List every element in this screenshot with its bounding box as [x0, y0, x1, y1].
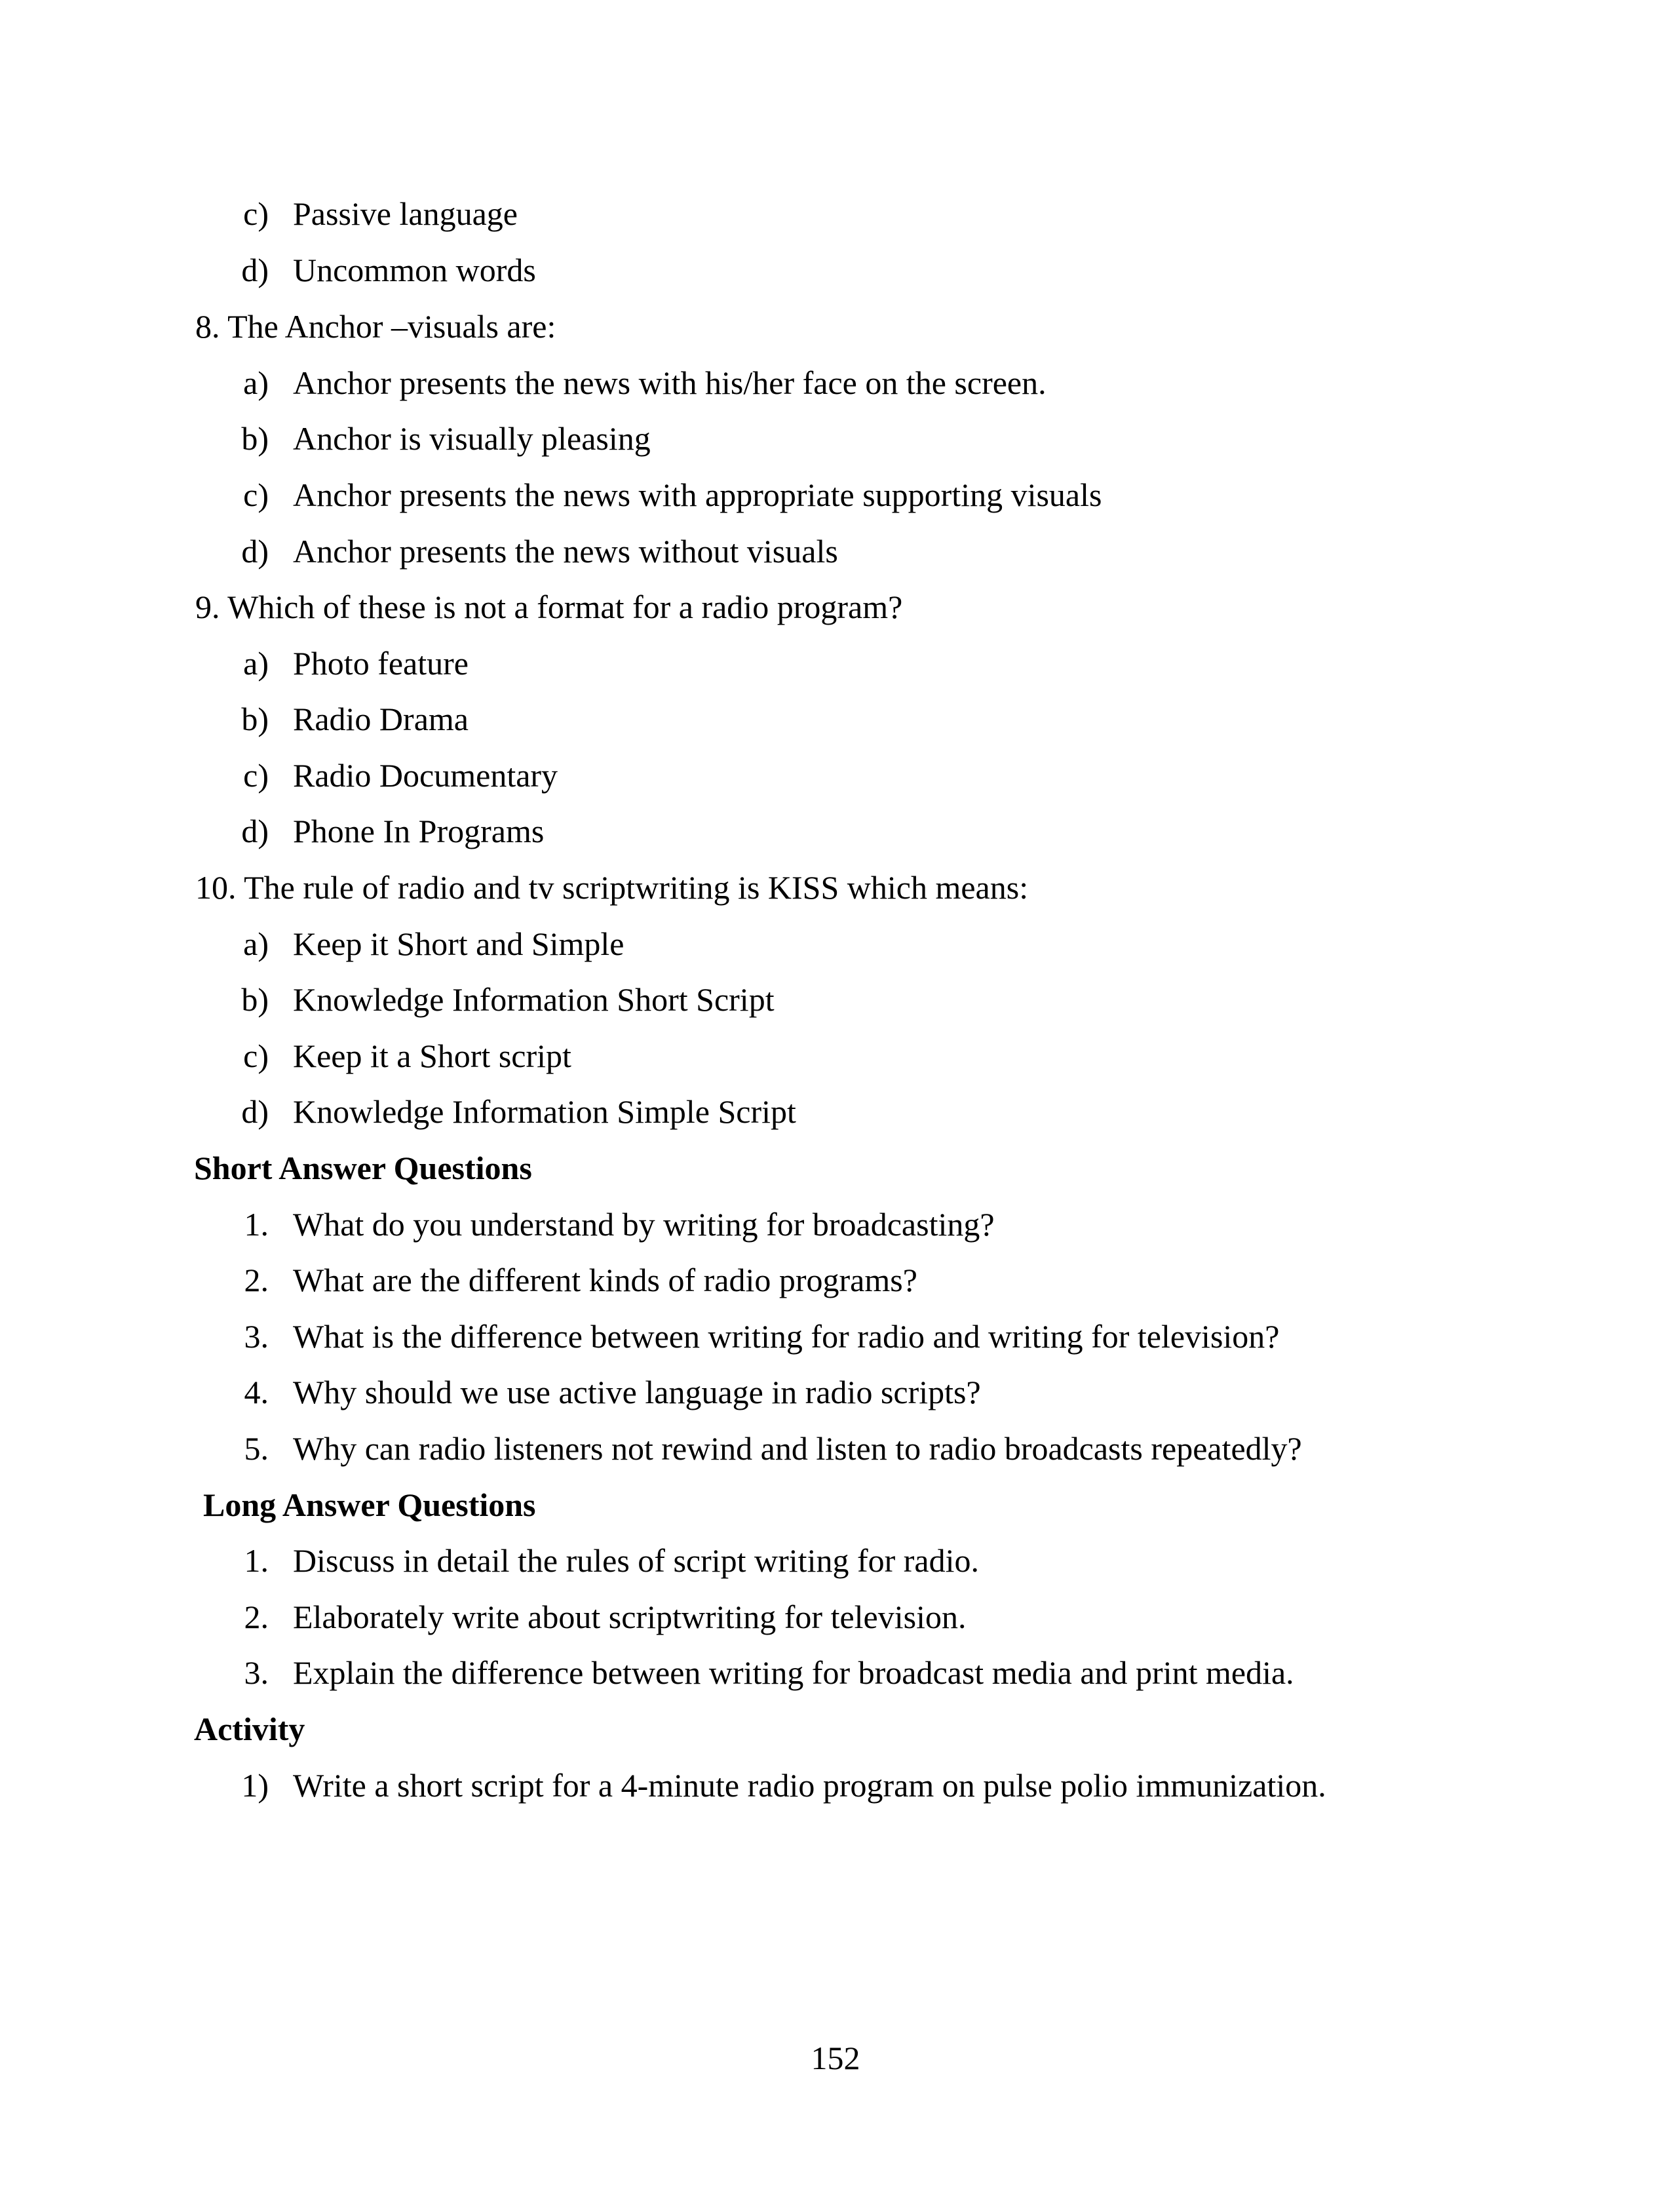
list-marker: 4. — [244, 1374, 269, 1410]
list-marker: 3. — [244, 1654, 269, 1691]
option-marker: d) — [241, 252, 269, 288]
section-heading-activity: Activity — [194, 1711, 305, 1747]
option-marker: d) — [241, 1093, 269, 1130]
short-answer-question: What do you understand by writing for broadcasting? — [293, 1206, 995, 1243]
question-10: 10. The rule of radio and tv scriptwriting is KISS which means: — [195, 869, 1029, 906]
question-9: 9. Which of these is not a format for a radio program? — [195, 589, 903, 625]
option-text: Anchor presents the news without visuals — [293, 533, 838, 570]
option-marker: a) — [243, 645, 269, 682]
activity-item: Write a short script for a 4-minute radio program on pulse polio immunization. — [293, 1767, 1326, 1804]
section-heading-short-answer: Short Answer Questions — [194, 1150, 532, 1186]
option-text: Phone In Programs — [293, 813, 545, 849]
short-answer-question: What is the difference between writing for radio and writing for television? — [293, 1318, 1280, 1355]
option-marker: b) — [241, 981, 269, 1018]
section-heading-long-answer: Long Answer Questions — [203, 1486, 536, 1523]
option-text: Radio Documentary — [293, 757, 558, 794]
option-marker: d) — [241, 813, 269, 849]
list-marker: 2. — [244, 1262, 269, 1298]
option-text: Passive language — [293, 195, 518, 232]
option-marker: b) — [241, 701, 269, 737]
option-text: Anchor presents the news with appropriate supporting visuals — [293, 476, 1102, 513]
option-marker: c) — [243, 195, 269, 232]
option-marker: b) — [241, 420, 269, 457]
short-answer-question: Why can radio listeners not rewind and listen to radio broadcasts repeatedly? — [293, 1430, 1302, 1467]
option-text: Keep it Short and Simple — [293, 925, 624, 962]
list-marker: 5. — [244, 1430, 269, 1467]
long-answer-question: Discuss in detail the rules of script writing for radio. — [293, 1542, 979, 1579]
question-8: 8. The Anchor –visuals are: — [195, 308, 556, 345]
option-text: Knowledge Information Simple Script — [293, 1093, 796, 1130]
option-text: Knowledge Information Short Script — [293, 981, 775, 1018]
option-text: Anchor presents the news with his/her face on the screen. — [293, 364, 1047, 401]
option-text: Photo feature — [293, 645, 469, 682]
list-marker: 1) — [241, 1767, 269, 1804]
list-marker: 3. — [244, 1318, 269, 1355]
short-answer-question: Why should we use active language in radio scripts? — [293, 1374, 981, 1410]
option-marker: c) — [243, 757, 269, 794]
option-marker: a) — [243, 925, 269, 962]
option-marker: a) — [243, 364, 269, 401]
list-marker: 1. — [244, 1542, 269, 1579]
list-marker: 1. — [244, 1206, 269, 1243]
long-answer-question: Explain the difference between writing for broadcast media and print media. — [293, 1654, 1294, 1691]
option-marker: d) — [241, 533, 269, 570]
option-text: Radio Drama — [293, 701, 469, 737]
page-number: 152 — [811, 2040, 860, 2076]
option-text: Anchor is visually pleasing — [293, 420, 651, 457]
option-text: Keep it a Short script — [293, 1038, 571, 1074]
list-marker: 2. — [244, 1599, 269, 1635]
short-answer-question: What are the different kinds of radio programs? — [293, 1262, 917, 1298]
option-marker: c) — [243, 476, 269, 513]
option-marker: c) — [243, 1038, 269, 1074]
option-text: Uncommon words — [293, 252, 536, 288]
long-answer-question: Elaborately write about scriptwriting for television. — [293, 1599, 967, 1635]
